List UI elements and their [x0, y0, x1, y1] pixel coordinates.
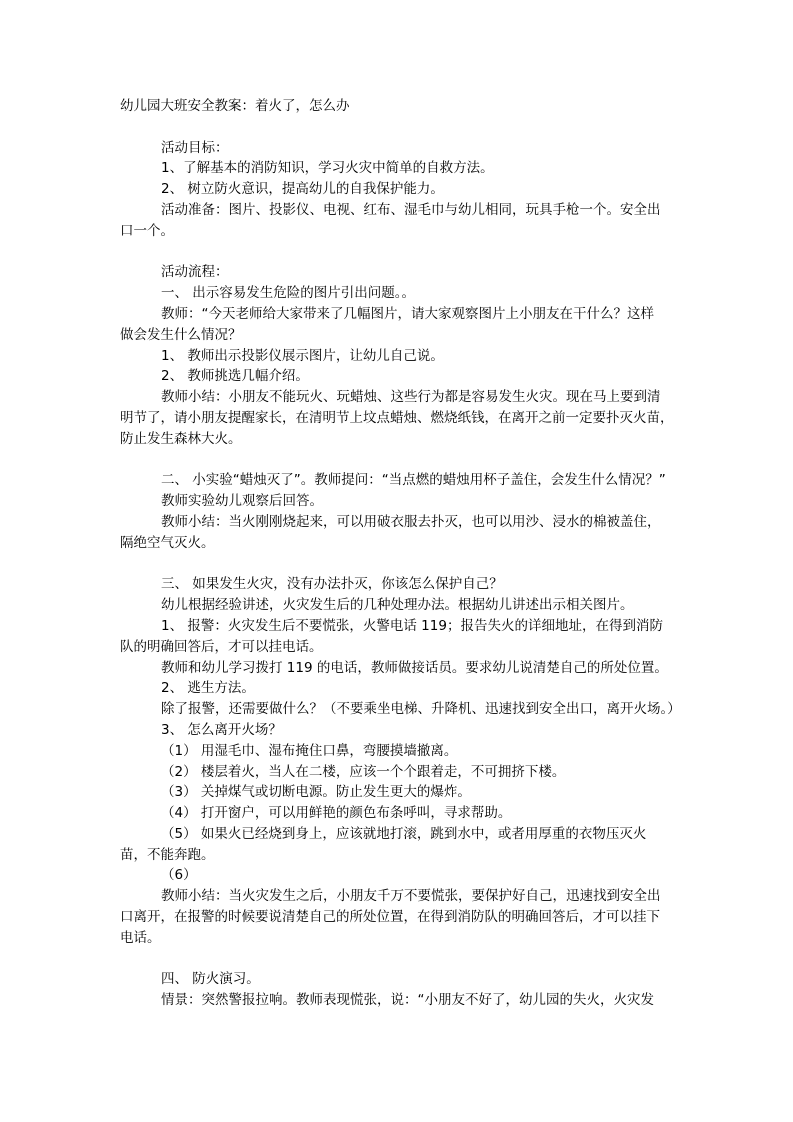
text-line: 苗，不能奔跑。: [120, 846, 215, 863]
text-line: 教师实验幼儿观察后回答。: [161, 493, 323, 510]
text-line: 隔绝空气灭火。: [120, 534, 215, 551]
text-line: （2） 楼层着火，当人在二楼，应该一个个跟着走，不可拥挤下楼。: [161, 763, 566, 780]
text-line: 队的明确回答后，才可以挂电话。: [120, 638, 323, 655]
text-line: 四、 防火演习。: [161, 971, 260, 988]
document-page: [120, 96, 680, 1011]
text-line: 活动流程：: [161, 264, 229, 281]
text-line: 1、 教师出示投影仪展示图片，让幼儿自己说。: [161, 347, 444, 364]
text-line: 教师小结：小朋友不能玩火、玩蜡烛、这些行为都是容易发生火灾。现在马上要到清: [161, 389, 661, 406]
text-line: 教师和幼儿学习拨打 119 的电话，教师做接话员。要求幼儿说清楚自己的所处位置。: [161, 659, 668, 676]
text-line: （5） 如果火已经烧到身上，应该就地打滚，跳到水中，或者用厚重的衣物压灭火: [161, 825, 647, 842]
text-line: （1） 用湿毛巾、湿布掩住口鼻，弯腰摸墙撤离。: [161, 742, 458, 759]
blank-line: [120, 242, 680, 263]
text-line: 口一个。: [120, 222, 174, 239]
text-line: 2、 教师挑选几幅介绍。: [161, 368, 309, 385]
text-line: 3、 怎么离开火场？: [161, 721, 282, 738]
text-line: 2、 逃生方法。: [161, 680, 255, 697]
text-line: 防止发生森林大火。: [120, 430, 242, 447]
text-line: 三、 如果发生火灾，没有办法扑灭，你该怎么保护自己？: [161, 576, 503, 593]
document-title: 幼儿园大班安全教案：着火了，怎么办: [120, 98, 350, 114]
text-line: 情景：突然警报拉响。教师表现慌张，说：“小朋友不好了，幼儿园的失火，火灾发: [161, 992, 654, 1009]
text-line: （6）: [161, 867, 197, 884]
blank-line: [120, 949, 680, 970]
text-line: 教师小结：当火灾发生之后，小朋友千万不要慌张，要保护好自己，迅速找到安全出: [161, 888, 661, 905]
text-line: 2、 树立防火意识，提高幼儿的自我保护能力。: [161, 181, 444, 198]
text-line: 一、 出示容易发生危险的图片引出问题。。: [161, 285, 416, 302]
text-line: 教师小结：当火刚刚烧起来，可以用破衣服去扑灭，也可以用沙、浸水的棉被盖住，: [161, 513, 661, 530]
text-line: 活动目标：: [161, 139, 229, 156]
text-line: （3） 关掉煤气或切断电源。防止发生更大的爆炸。: [161, 784, 471, 801]
document-body: [120, 117, 680, 1011]
blank-line: [120, 117, 680, 138]
blank-line: [120, 554, 680, 575]
text-line: （4） 打开窗户，可以用鲜艳的颜色布条呼叫，寻求帮助。: [161, 805, 512, 822]
text-line: 电话。: [120, 929, 161, 946]
text-line: 明节了，请小朋友提醒家长，在清明节上坟点蜡烛、燃烧纸钱，在离开之前一定要扑灭火苗，: [120, 409, 674, 426]
text-line: 活动准备：图片、投影仪、电视、红布、湿毛巾与幼儿相同，玩具手枪一个。安全出: [161, 201, 661, 218]
blank-line: [120, 450, 680, 471]
text-line: 除了报警，还需要做什么？（不要乘坐电梯、升降机、迅速找到安全出口，离开火场。）: [161, 701, 681, 718]
text-line: 做会发生什么情况？: [120, 326, 242, 343]
text-line: 教师：“今天老师给大家带来了几幅图片，请大家观察图片上小朋友在干什么？这样: [161, 305, 654, 322]
text-line: 1、了解基本的消防知识，学习火灾中简单的自救方法。: [161, 160, 494, 177]
text-line: 口离开，在报警的时候要说清楚自己的所处位置，在得到消防队的明确回答后，才可以挂下: [120, 909, 660, 926]
text-line: 幼儿根据经验讲述，火灾发生后的几种处理办法。根据幼儿讲述出示相关图片。: [161, 597, 634, 614]
text-line: 1、 报警：火灾发生后不要慌张，火警电话 119；报告失火的详细地址，在得到消防: [161, 617, 663, 634]
text-line: 二、 小实验“蜡烛灭了”。教师提问：“当点燃的蜡烛用杯子盖住，会发生什么情况？”: [161, 472, 666, 489]
